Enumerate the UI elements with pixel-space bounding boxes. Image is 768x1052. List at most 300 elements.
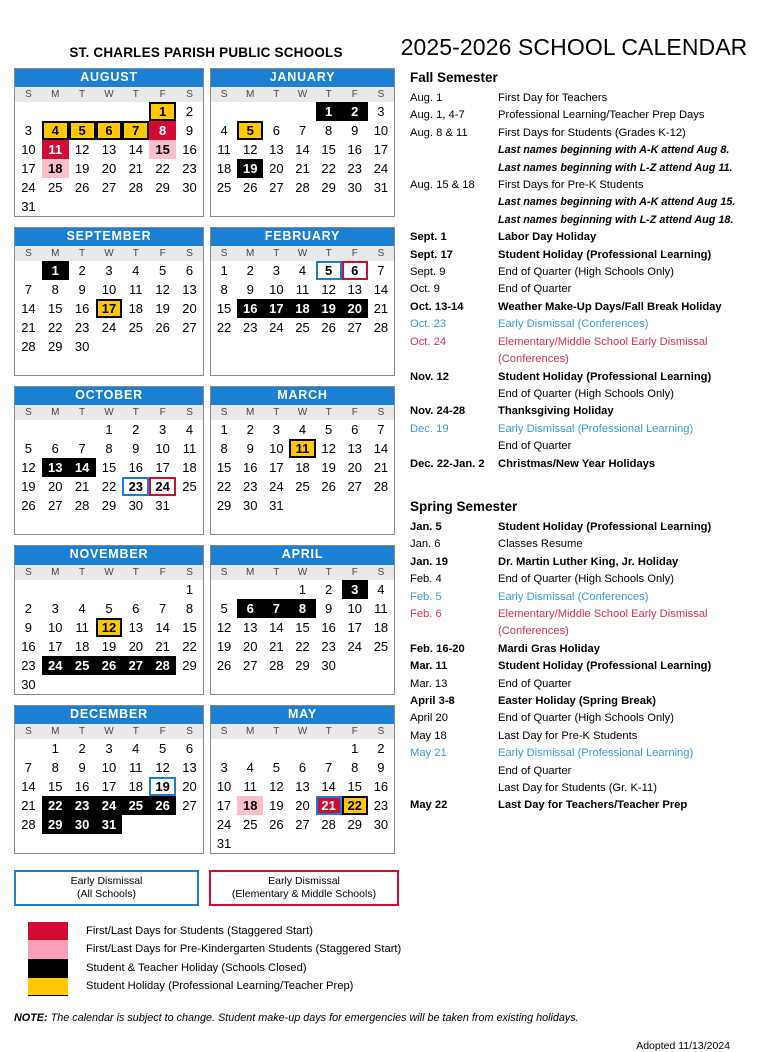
week-row xyxy=(211,178,394,197)
day-cell: 25 xyxy=(48,180,63,196)
day-cell-marked: 7 xyxy=(122,121,149,140)
week-row xyxy=(15,458,203,477)
day-cell-empty xyxy=(237,197,263,216)
day-cell-empty xyxy=(96,675,123,694)
day-cell: 13 xyxy=(347,441,362,457)
week-row xyxy=(211,599,394,618)
event-row xyxy=(410,421,754,437)
day-cell: 15 xyxy=(321,142,336,158)
day-cell-empty xyxy=(289,356,315,375)
day-cell-marked: 19 xyxy=(316,299,342,318)
week-row xyxy=(211,496,394,515)
weekday-header: T xyxy=(69,565,96,580)
day-cell-marked: 1 xyxy=(149,102,176,121)
day-cell-marked: 8 xyxy=(149,121,176,140)
day-cell-empty xyxy=(122,675,149,694)
day-cell: 31 xyxy=(216,835,232,851)
event-row xyxy=(410,386,754,402)
week-row xyxy=(15,477,203,496)
day-cell: 11 xyxy=(295,282,310,298)
day-cell: 16 xyxy=(373,778,389,794)
day-cell: 1 xyxy=(51,740,59,756)
month-title: SEPTEMBER xyxy=(15,228,203,246)
day-cell: 29 xyxy=(347,816,362,832)
day-cell: 26 xyxy=(321,479,336,495)
month-grid xyxy=(211,405,394,534)
month-title: NOVEMBER xyxy=(15,546,203,564)
legend-swatch-label: First/Last Days for Pre-Kindergarten Students (Staggered Start) xyxy=(86,943,402,956)
day-cell: 23 xyxy=(21,657,36,673)
day-cell-empty xyxy=(263,337,289,356)
day-cell: 19 xyxy=(155,301,170,317)
day-cell-empty xyxy=(96,356,123,375)
day-cell: 27 xyxy=(101,180,117,196)
day-cell: 27 xyxy=(242,657,258,673)
event-date: Aug. 1 xyxy=(410,92,443,104)
event-date xyxy=(410,194,498,210)
day-cell: 3 xyxy=(105,740,113,756)
day-cell: 30 xyxy=(321,657,336,673)
weekday-header: F xyxy=(342,724,368,739)
day-cell: 17 xyxy=(216,797,232,813)
event-description: Student Holiday (Professional Learning) xyxy=(498,370,712,383)
weekday-header: W xyxy=(96,87,123,102)
day-cell-empty xyxy=(176,197,203,216)
day-cell: 26 xyxy=(155,320,170,336)
day-cell-empty xyxy=(149,580,176,599)
day-cell-empty xyxy=(211,102,237,121)
day-cell: 9 xyxy=(132,441,140,457)
day-cell: 19 xyxy=(321,460,336,476)
week-row xyxy=(211,834,394,853)
week-row xyxy=(15,777,203,796)
day-cell: 2 xyxy=(78,740,86,756)
month-title: FEBRUARY xyxy=(211,228,394,246)
day-cell-empty xyxy=(342,675,368,694)
day-cell: 1 xyxy=(185,581,194,597)
day-cell: 18 xyxy=(74,638,90,654)
day-cell: 28 xyxy=(21,339,36,355)
day-cell: 5 xyxy=(105,600,113,616)
day-cell: 9 xyxy=(377,759,385,775)
day-cell: 30 xyxy=(347,180,362,196)
day-cell: 8 xyxy=(51,282,59,298)
day-cell: 17 xyxy=(373,142,389,158)
event-description: End of Quarter xyxy=(498,677,572,690)
day-cell: 28 xyxy=(21,816,36,832)
event-description: First Day for Teachers xyxy=(498,92,608,104)
day-cell: 9 xyxy=(351,123,359,139)
event-row xyxy=(410,351,754,367)
day-cell: 21 xyxy=(373,460,389,476)
weekday-header: M xyxy=(42,87,69,102)
week-row xyxy=(211,102,394,121)
event-description: Labor Day Holiday xyxy=(498,231,597,244)
day-cell: 16 xyxy=(242,460,258,476)
legend-blue-line2: (All Schools) xyxy=(77,887,136,900)
weekday-header: S xyxy=(15,405,42,420)
weekday-header: W xyxy=(289,724,315,739)
week-row xyxy=(15,496,203,515)
day-cell-empty xyxy=(42,356,69,375)
day-cell: 14 xyxy=(321,778,336,794)
day-cell-empty xyxy=(96,102,123,121)
day-cell: 27 xyxy=(295,816,310,832)
day-cell-empty xyxy=(368,337,394,356)
day-cell-empty xyxy=(263,356,289,375)
day-cell: 19 xyxy=(101,638,117,654)
semester-spacer xyxy=(410,473,754,499)
day-cell: 22 xyxy=(182,638,197,654)
event-description: End of Quarter (High Schools Only) xyxy=(498,712,674,725)
event-date: Oct. 13-14 xyxy=(410,300,464,313)
day-cell: 7 xyxy=(159,600,167,616)
day-cell-empty xyxy=(15,420,42,439)
day-cell: 29 xyxy=(155,180,170,196)
day-cell: 2 xyxy=(377,740,385,756)
weekday-header: T xyxy=(263,565,289,580)
day-cell: 26 xyxy=(242,180,258,196)
day-cell-marked: 23 xyxy=(122,477,149,496)
weekday-header: T xyxy=(69,724,96,739)
event-description: End of Quarter xyxy=(498,283,572,296)
event-date: April 20 xyxy=(410,712,448,725)
day-cell: 3 xyxy=(272,263,280,279)
day-cell-marked: 6 xyxy=(96,121,123,140)
week-row xyxy=(211,356,394,375)
day-cell-empty xyxy=(69,420,96,439)
event-description: Elementary/Middle School Early Dismissal xyxy=(498,335,708,348)
day-cell-marked: 21 xyxy=(316,796,342,815)
week-row xyxy=(211,159,394,178)
day-cell-empty xyxy=(149,197,176,216)
weekday-header: T xyxy=(263,405,289,420)
day-cell: 8 xyxy=(105,441,113,457)
day-cell: 11 xyxy=(75,619,89,635)
day-cell: 22 xyxy=(216,479,232,495)
day-cell-empty xyxy=(237,580,263,599)
event-description: Student Holiday (Professional Learning) xyxy=(498,660,712,673)
day-cell: 12 xyxy=(216,619,232,635)
event-date xyxy=(410,351,498,367)
event-description: Dr. Martin Luther King, Jr. Holiday xyxy=(498,555,679,568)
day-cell-empty xyxy=(122,337,149,356)
week-row xyxy=(211,121,394,140)
day-cell: 17 xyxy=(155,460,170,476)
event-row xyxy=(410,299,754,315)
day-cell: 5 xyxy=(220,600,228,616)
event-description: Last names beginning with A-K attend Aug 8. xyxy=(498,144,730,157)
day-cell: 17 xyxy=(21,161,36,177)
weekday-header: T xyxy=(69,405,96,420)
day-cell: 6 xyxy=(51,441,59,457)
weekday-header: M xyxy=(237,246,263,261)
weekday-header: F xyxy=(149,724,176,739)
weekday-header: S xyxy=(211,87,237,102)
day-cell-empty xyxy=(122,834,149,853)
day-cell-marked: 14 xyxy=(69,458,96,477)
day-cell-empty xyxy=(263,739,289,758)
event-row xyxy=(410,456,754,472)
month-card-february xyxy=(210,227,395,376)
day-cell-empty xyxy=(263,834,289,853)
weekday-header: T xyxy=(316,246,342,261)
day-cell: 14 xyxy=(128,142,144,158)
day-cell-empty xyxy=(263,515,289,534)
day-cell-marked: 25 xyxy=(122,796,149,815)
event-date xyxy=(410,212,498,228)
day-cell: 30 xyxy=(128,498,144,514)
day-cell-empty xyxy=(263,197,289,216)
event-description: Student Holiday (Professional Learning) xyxy=(498,520,712,533)
day-cell: 6 xyxy=(132,600,140,616)
week-row xyxy=(211,637,394,656)
weekday-header: T xyxy=(69,246,96,261)
day-cell: 24 xyxy=(347,638,362,654)
events-column xyxy=(395,68,754,815)
day-cell: 8 xyxy=(185,600,194,616)
day-cell: 18 xyxy=(216,161,232,177)
event-row xyxy=(410,281,754,297)
day-cell-empty xyxy=(316,197,342,216)
event-row xyxy=(410,403,754,419)
event-date xyxy=(410,160,498,176)
day-cell: 20 xyxy=(101,161,117,177)
event-date xyxy=(410,763,498,779)
day-cell-empty xyxy=(15,356,42,375)
day-cell-empty xyxy=(176,496,203,515)
weekday-header: F xyxy=(149,405,176,420)
day-cell-marked: 24 xyxy=(149,477,176,496)
day-cell-empty xyxy=(211,580,237,599)
day-cell: 7 xyxy=(78,441,86,457)
day-cell: 28 xyxy=(74,498,90,514)
day-cell: 16 xyxy=(347,142,362,158)
event-description: (Conferences) xyxy=(498,625,569,638)
day-cell: 8 xyxy=(220,282,228,298)
event-row xyxy=(410,641,754,657)
day-cell: 12 xyxy=(321,282,336,298)
day-cell: 5 xyxy=(159,263,167,279)
event-description: Professional Learning/Teacher Prep Days xyxy=(498,109,705,122)
event-row xyxy=(410,658,754,674)
day-cell: 13 xyxy=(128,619,144,635)
day-cell: 13 xyxy=(182,282,197,298)
weekday-header: F xyxy=(149,246,176,261)
day-cell-marked: 27 xyxy=(122,656,149,675)
day-cell: 1 xyxy=(105,422,113,438)
week-row xyxy=(211,515,394,534)
event-description: Last names beginning with L-Z attend Aug 18. xyxy=(498,213,734,226)
weekday-header: S xyxy=(176,565,203,580)
day-cell: 23 xyxy=(182,161,197,177)
day-cell: 5 xyxy=(159,740,167,756)
legend-swatch-row xyxy=(14,922,754,941)
month-card-march xyxy=(210,386,395,535)
day-cell: 18 xyxy=(128,301,144,317)
day-cell-empty xyxy=(316,337,342,356)
day-cell: 4 xyxy=(246,759,254,775)
day-cell: 11 xyxy=(182,441,197,457)
week-row xyxy=(15,834,203,853)
day-cell: 2 xyxy=(78,263,86,279)
day-cell: 19 xyxy=(216,638,232,654)
day-cell-empty xyxy=(316,515,342,534)
day-cell: 21 xyxy=(269,638,284,654)
event-date: May 22 xyxy=(410,799,448,812)
weekday-header: M xyxy=(237,87,263,102)
day-cell: 13 xyxy=(347,282,362,298)
event-row xyxy=(410,334,754,350)
day-cell: 23 xyxy=(74,320,90,336)
day-cell-marked: 28 xyxy=(149,656,176,675)
day-cell: 12 xyxy=(321,441,336,457)
day-cell: 20 xyxy=(295,797,310,813)
day-cell-marked: 18 xyxy=(42,159,69,178)
day-cell: 22 xyxy=(48,320,63,336)
day-cell: 9 xyxy=(78,282,86,298)
week-row xyxy=(15,637,203,656)
weekday-header: S xyxy=(15,246,42,261)
day-cell-marked: 5 xyxy=(237,121,263,140)
day-cell: 10 xyxy=(269,282,284,298)
day-cell: 22 xyxy=(216,320,232,336)
day-cell-empty xyxy=(69,834,96,853)
day-cell: 25 xyxy=(295,479,310,495)
day-cell: 2 xyxy=(24,600,33,616)
weekday-header: T xyxy=(316,565,342,580)
day-cell: 1 xyxy=(298,581,307,597)
day-cell: 10 xyxy=(21,142,36,158)
day-cell-marked: 6 xyxy=(237,599,263,618)
day-cell: 22 xyxy=(295,638,310,654)
event-date: Feb. 16-20 xyxy=(410,642,465,655)
day-cell: 18 xyxy=(182,460,197,476)
footer-note-text: The calendar is subject to change. Student make-up days for emergencies will be taken from existing holidays. xyxy=(50,1011,579,1024)
month-grid xyxy=(15,246,203,375)
day-cell: 4 xyxy=(78,600,86,616)
day-cell: 28 xyxy=(269,657,284,673)
day-cell: 23 xyxy=(321,638,336,654)
legend-color-swatch xyxy=(28,940,68,959)
day-cell-empty xyxy=(96,337,123,356)
day-cell-marked: 17 xyxy=(96,299,123,318)
weekday-header: W xyxy=(289,405,315,420)
event-row xyxy=(410,536,754,552)
event-date xyxy=(410,780,498,796)
event-row xyxy=(410,763,754,779)
day-cell: 23 xyxy=(373,797,389,813)
day-cell: 31 xyxy=(155,498,170,514)
event-row xyxy=(410,142,754,158)
day-cell-marked: 24 xyxy=(42,656,69,675)
weekday-header: S xyxy=(176,87,203,102)
fall-events-list xyxy=(410,90,754,472)
weekday-header: T xyxy=(316,405,342,420)
event-row xyxy=(410,194,754,210)
day-cell: 15 xyxy=(347,778,362,794)
event-description: Weather Make-Up Days/Fall Break Holiday xyxy=(498,300,722,313)
day-cell-empty xyxy=(69,675,96,694)
event-description: End of Quarter (High Schools Only) xyxy=(498,387,674,400)
weekday-header: S xyxy=(211,724,237,739)
week-row xyxy=(15,140,203,159)
day-cell: 31 xyxy=(373,180,389,196)
day-cell: 21 xyxy=(373,301,389,317)
day-cell-empty xyxy=(316,356,342,375)
weekday-header: T xyxy=(122,724,149,739)
day-cell: 11 xyxy=(243,778,257,794)
day-cell-marked: 22 xyxy=(342,796,368,815)
month-card-april xyxy=(210,545,395,694)
event-row xyxy=(410,90,754,106)
day-cell-empty xyxy=(211,356,237,375)
day-cell-empty xyxy=(289,496,315,515)
day-cell: 10 xyxy=(373,123,389,139)
day-cell-empty xyxy=(122,102,149,121)
day-cell-empty xyxy=(237,515,263,534)
day-cell-empty xyxy=(368,515,394,534)
event-row xyxy=(410,247,754,263)
week-row xyxy=(211,261,394,280)
day-cell: 22 xyxy=(101,479,117,495)
event-description: Last Day for Teachers/Teacher Prep xyxy=(498,799,688,812)
event-date: Mar. 11 xyxy=(410,660,448,673)
day-cell: 29 xyxy=(321,180,336,196)
legend-swatch-label: Student Holiday (Professional Learning/Teacher Prep) xyxy=(86,980,354,993)
day-cell-marked: 17 xyxy=(263,299,289,318)
weekday-header: F xyxy=(149,87,176,102)
day-cell: 14 xyxy=(155,619,170,635)
day-cell-empty xyxy=(211,739,237,758)
day-cell: 4 xyxy=(220,123,228,139)
event-date: Feb. 5 xyxy=(410,590,442,603)
week-row xyxy=(211,618,394,637)
day-cell-marked: 1 xyxy=(316,102,342,121)
month-title: MAY xyxy=(211,706,394,724)
day-cell: 20 xyxy=(182,778,197,794)
event-row xyxy=(410,125,754,141)
week-row xyxy=(211,458,394,477)
day-cell: 26 xyxy=(21,498,36,514)
month-title: JANUARY xyxy=(211,69,394,87)
day-cell-empty xyxy=(237,337,263,356)
week-row xyxy=(211,280,394,299)
day-cell: 20 xyxy=(48,479,63,495)
day-cell: 17 xyxy=(269,460,284,476)
day-cell: 7 xyxy=(24,759,33,775)
day-cell-empty xyxy=(342,834,368,853)
day-cell-marked: 11 xyxy=(42,140,69,159)
event-row xyxy=(410,316,754,332)
day-cell: 9 xyxy=(24,619,33,635)
month-grid xyxy=(211,246,394,375)
day-cell: 31 xyxy=(269,498,284,514)
week-row xyxy=(15,197,203,216)
day-cell-empty xyxy=(211,675,237,694)
day-cell-empty xyxy=(316,834,342,853)
event-date: Aug. 1, 4-7 xyxy=(410,109,465,122)
event-row xyxy=(410,710,754,726)
day-cell-empty xyxy=(122,815,149,834)
day-cell-empty xyxy=(289,337,315,356)
day-cell: 14 xyxy=(373,441,389,457)
legend xyxy=(0,864,768,996)
day-cell: 10 xyxy=(269,441,284,457)
day-cell: 21 xyxy=(155,638,170,654)
day-cell: 10 xyxy=(48,619,63,635)
day-cell-marked: 18 xyxy=(237,796,263,815)
